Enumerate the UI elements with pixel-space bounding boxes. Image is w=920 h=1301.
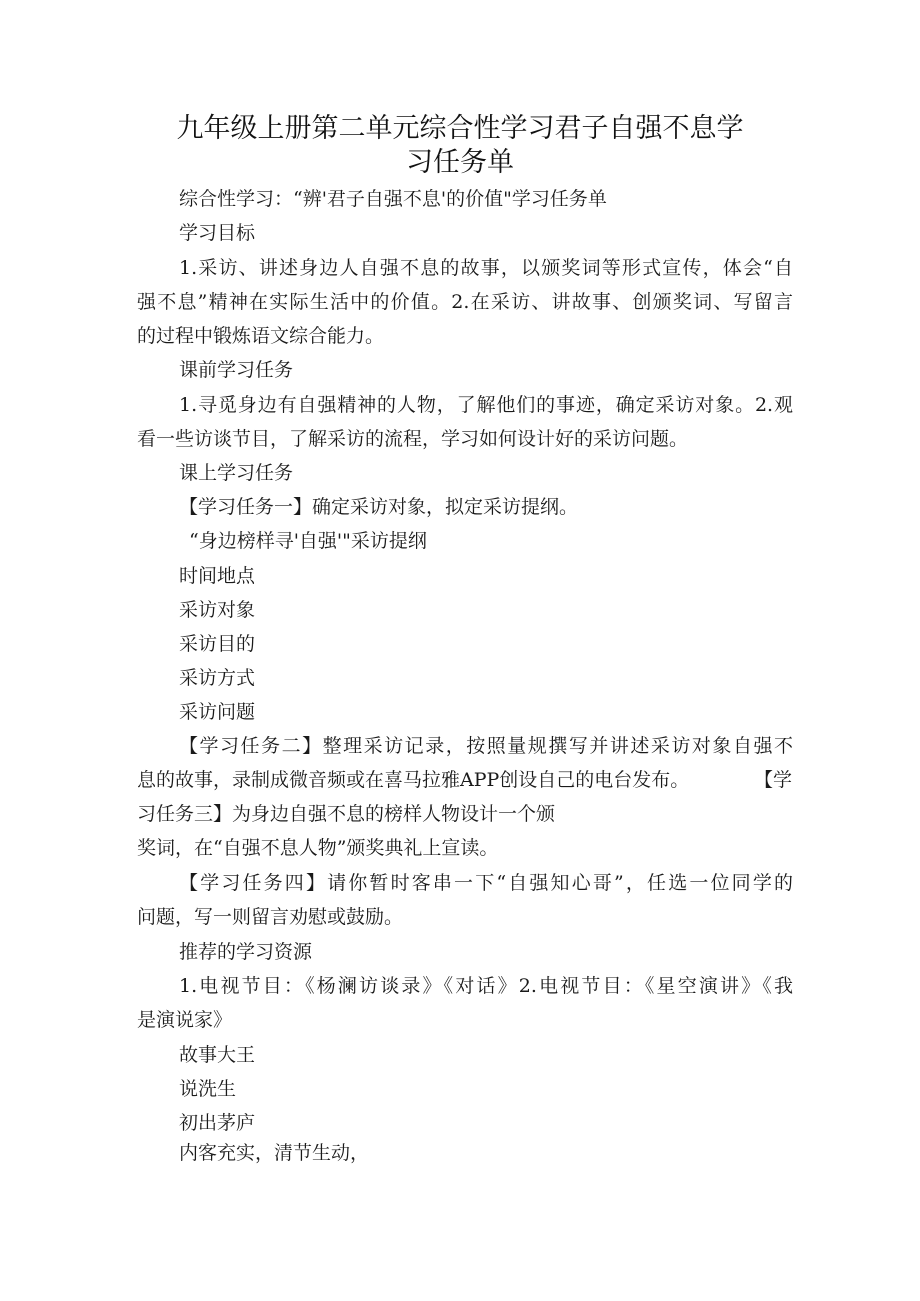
document-title-line1: 九年级上册第二单元综合性学习君子自强不息学 — [176, 113, 744, 144]
outline-item: 采访问题 — [179, 701, 256, 723]
pre-class-paragraph-line: 1.寻觅身边有自强精神的人物，了解他们的事迹，确定采访对象。2.观 — [179, 394, 793, 416]
resources-line: 是演说家》 — [137, 1009, 233, 1031]
pre-class-paragraph-line: 看一些访谈节目，了解采访的流程，学习如何设计好的采访问题。 — [137, 428, 689, 450]
goals-paragraph-line: 1.采访、讲述身边人自强不息的故事，以颁奖词等形式宣传，体会“自 — [179, 257, 793, 279]
in-class-heading: 课上学习任务 — [179, 462, 294, 484]
outline-item: 采访对象 — [179, 599, 256, 621]
pre-class-heading: 课前学习任务 — [179, 359, 294, 381]
goals-paragraph-line: 的过程中锻炼语文综合能力。 — [137, 325, 385, 347]
outline-item: 采访方式 — [179, 667, 256, 689]
rubric-item: 故事大王 — [179, 1044, 256, 1066]
outline-item: 采访目的 — [179, 633, 256, 655]
task3-paragraph-line: 习任务三】为身边自强不息的榜样人物设计一个颁 — [137, 803, 556, 825]
task1-text: 【学习任务一】确定采访对象，拟定采访提纲。 — [179, 496, 579, 518]
rubric-item: 初出茅庐 — [179, 1112, 256, 1134]
task3-paragraph-line: 奖词，在“自强不息人物”颁奖典礼上宣读。 — [137, 837, 499, 859]
task2-paragraph-line: 【学习任务二】整理采访记录，按照量规撰写并讲述采访对象自强不 — [179, 735, 793, 757]
task4-paragraph-line: 问题，写一则留言劝慰或鼓励。 — [137, 906, 404, 928]
resources-heading: 推荐的学习资源 — [179, 941, 313, 963]
interview-outline-title: “身边榜样寻'自强'"采访提纲 — [189, 530, 427, 552]
goals-paragraph-line: 强不息”精神在实际生活中的价值。2.在采访、讲故事、创颁奖词、写留言 — [137, 291, 793, 313]
task3-start: 【学 — [754, 769, 793, 791]
task2-paragraph-line: 息的故事，录制成微音频或在喜马拉雅APP创设自己的电台发布。 — [137, 769, 690, 791]
goals-heading: 学习目标 — [179, 222, 256, 244]
task4-paragraph-line: 【学习任务四】请你暂时客串一下“自强知心哥”，任选一位同学的 — [179, 872, 793, 894]
subtitle: 综合性学习：“辨'君子自强不息'的价值"学习任务单 — [179, 188, 607, 210]
rubric-item: 内客充实，清节生动， — [179, 1142, 370, 1164]
resources-line: 1.电视节目：《杨澜访谈录》《对话》2.电视节目：《星空演讲》《我 — [179, 975, 793, 997]
outline-item: 时间地点 — [179, 565, 256, 587]
document-title-line2: 习任务单 — [406, 147, 514, 178]
rubric-item: 说洗生 — [179, 1078, 237, 1100]
